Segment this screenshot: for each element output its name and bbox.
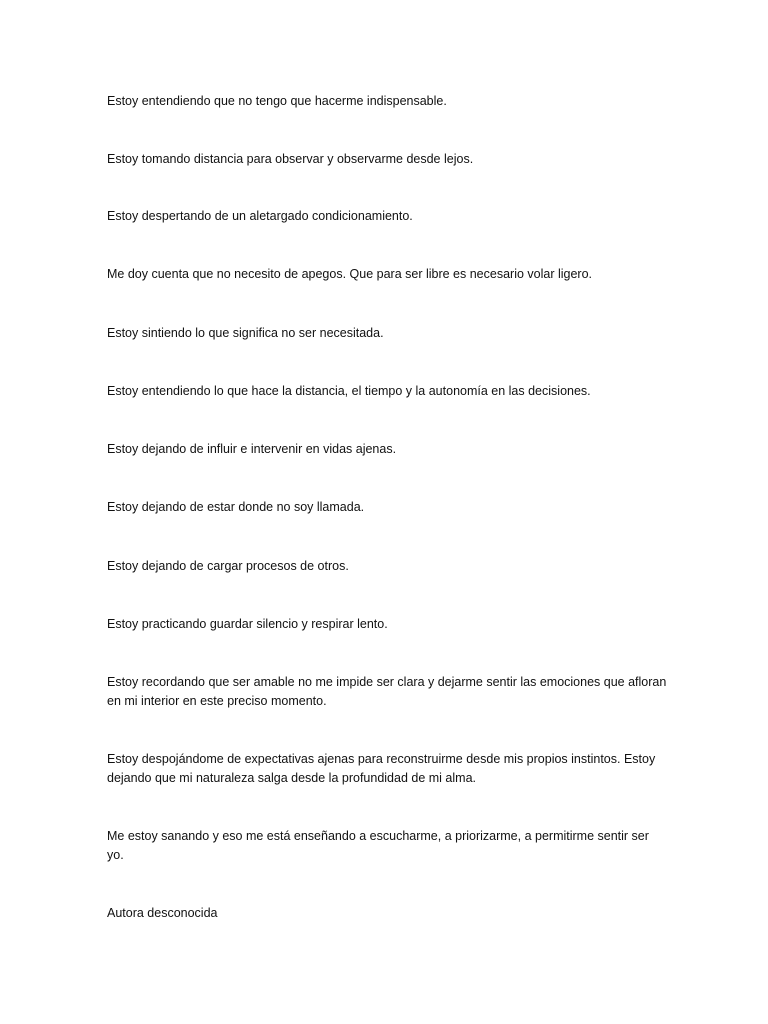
author-line: Autora desconocida [107,906,218,920]
paragraph-13: Me estoy sanando y eso me está enseñando a escucharme, a priorizarme, a permitirme sentir ser yo. [107,829,649,862]
paragraph-12: Estoy despojándome de expectativas ajenas para reconstruirme desde mis propios instintos. Estoy dejando que mi naturaleza salga desde la profundidad de mi alma. [107,752,656,785]
paragraph-7: Estoy dejando de influir e intervenir en vidas ajenas. [107,442,397,456]
paragraph-2: Estoy tomando distancia para observar y observarme desde lejos. [107,152,474,166]
paragraph-5: Estoy sintiendo lo que significa no ser necesitada. [107,326,384,340]
paragraph-10: Estoy practicando guardar silencio y respirar lento. [107,617,388,631]
paragraph-11: Estoy recordando que ser amable no me impide ser clara y dejarme sentir las emociones que afloran en mi interior en este preciso momento. [107,675,667,708]
paragraph-1: Estoy entendiendo que no tengo que hacerme indispensable. [107,94,447,108]
paragraph-6: Estoy entendiendo lo que hace la distancia, el tiempo y la autonomía en las decisiones. [107,384,591,398]
paragraph-3: Estoy despertando de un aletargado condicionamiento. [107,209,413,223]
paragraph-4: Me doy cuenta que no necesito de apegos. Que para ser libre es necesario volar ligero. [107,267,593,281]
paragraph-9: Estoy dejando de cargar procesos de otros. [107,559,349,573]
paragraph-8: Estoy dejando de estar donde no soy llamada. [107,500,365,514]
